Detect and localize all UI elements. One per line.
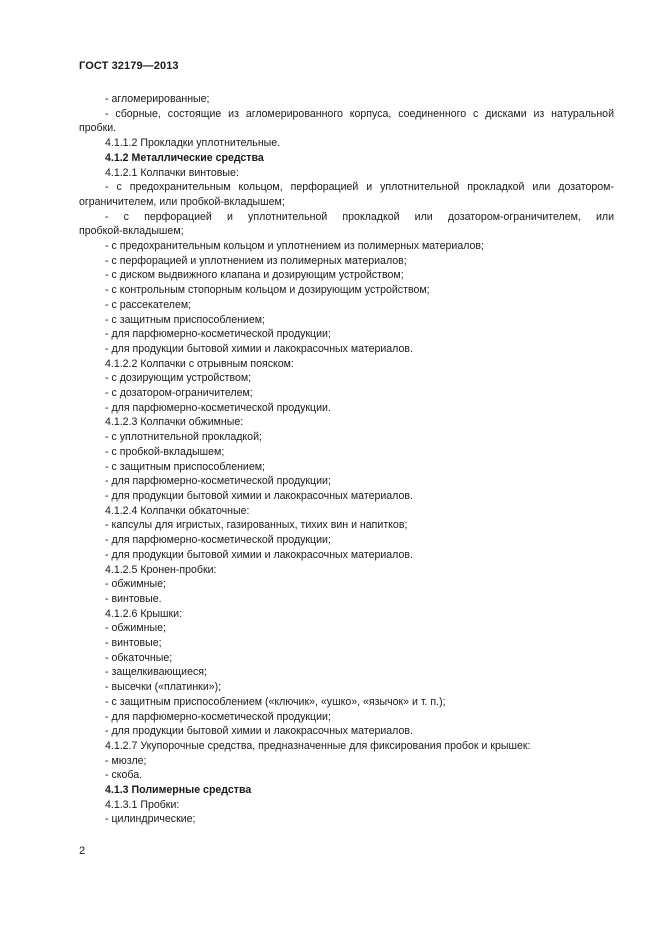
- text-line: - агломерированные;: [105, 93, 210, 105]
- text-line: - обкаточные;: [105, 651, 173, 664]
- text-line: 4.1.2.1 Колпачки винтовые:: [105, 166, 239, 179]
- text-line: ограничителем, или пробкой-вкладышем;: [79, 195, 285, 208]
- text-line: 4.1.3.1 Пробки:: [105, 798, 180, 811]
- text-line: - для продукции бытовой химии и лакокрасочных материалов.: [105, 489, 413, 502]
- text-line: - винтовые.: [105, 592, 162, 605]
- text-line: 4.1.2 Металлические средства: [105, 151, 264, 164]
- text-line: 4.1.2.2 Колпачки с отрывным пояском:: [105, 357, 294, 370]
- text-line: пробки.: [79, 122, 117, 135]
- text-line: - с защитным приспособлением;: [105, 313, 265, 326]
- text-line: - для парфюмерно-косметической продукции;: [105, 710, 331, 723]
- text-line: - скоба.: [105, 769, 143, 782]
- text-line: 4.1.2.5 Кронен-пробки:: [105, 563, 217, 576]
- text-line: 4.1.2.6 Крышки:: [105, 607, 183, 620]
- text-line: - винтовые;: [105, 637, 162, 650]
- text-line: - с предохранительным кольцом и уплотнением из полимерных материалов;: [105, 240, 484, 253]
- page-number: 2: [79, 845, 86, 857]
- text-line: - капсулы для игристых, газированных, тихих вин и напитков;: [105, 519, 408, 532]
- text-line: - с контрольным стопорным кольцом и дозирующим устройством;: [105, 284, 430, 297]
- text-line: - для парфюмерно-косметической продукции;: [105, 328, 331, 341]
- text-line: - для продукции бытовой химии и лакокрасочных материалов.: [105, 342, 413, 355]
- text-line: - сборные, состоящие из агломерированного корпуса, соединенного с дисками из натуральной: [105, 107, 614, 120]
- document-body: [79, 92, 614, 827]
- text-line: - для парфюмерно-косметической продукции.: [105, 401, 331, 414]
- text-line: 4.1.3 Полимерные средства: [105, 784, 252, 797]
- text-line: 4.1.2.3 Колпачки обжимные:: [105, 416, 244, 429]
- text-line: 4.1.2.4 Колпачки обкаточные:: [105, 504, 250, 517]
- text-line: пробкой-вкладышем;: [79, 225, 184, 238]
- text-line: 4.1.2.7 Укупорочные средства, предназначенные для фиксирования пробок и крышек:: [105, 739, 531, 752]
- text-line: - с защитным приспособлением;: [105, 460, 265, 473]
- text-line: - с дозатором-ограничителем;: [105, 387, 253, 400]
- text-line: - обжимные;: [105, 622, 166, 635]
- text-line: - обжимные;: [105, 578, 166, 591]
- text-line: - с предохранительным кольцом, перфорацией и уплотнительной прокладкой или дозатором-: [105, 181, 614, 194]
- text-line: - с уплотнительной прокладкой;: [105, 431, 262, 444]
- text-line: - с защитным приспособлением («ключик», «ушко», «язычок» и т. п.);: [105, 695, 446, 708]
- text-line: - защелкивающиеся;: [105, 666, 207, 679]
- text-line: - с дозирующим устройством;: [105, 372, 252, 385]
- text-line: - высечки («платинки»);: [105, 681, 222, 694]
- text-line: - для продукции бытовой химии и лакокрасочных материалов.: [105, 548, 413, 561]
- text-line: - с перфорацией и уплотнением из полимерных материалов;: [105, 254, 407, 267]
- text-line: - для парфюмерно-косметической продукции;: [105, 475, 331, 488]
- text-line: - с пробкой-вкладышем;: [105, 445, 225, 458]
- text-line: - с перфорацией и уплотнительной прокладкой или дозатором-ограничителем, или: [105, 210, 614, 223]
- text-line: - с рассекателем;: [105, 298, 192, 311]
- text-line: - мюзле;: [105, 754, 147, 767]
- text-line: 4.1.1.2 Прокладки уплотнительные.: [105, 137, 281, 150]
- text-line: - цилиндрические;: [105, 813, 196, 826]
- document-header: ГОСТ 32179—2013: [79, 60, 179, 72]
- text-line: - для продукции бытовой химии и лакокрасочных материалов.: [105, 725, 413, 738]
- text-line: - с диском выдвижного клапана и дозирующим устройством;: [105, 269, 404, 282]
- text-line: - для парфюмерно-косметической продукции;: [105, 534, 331, 547]
